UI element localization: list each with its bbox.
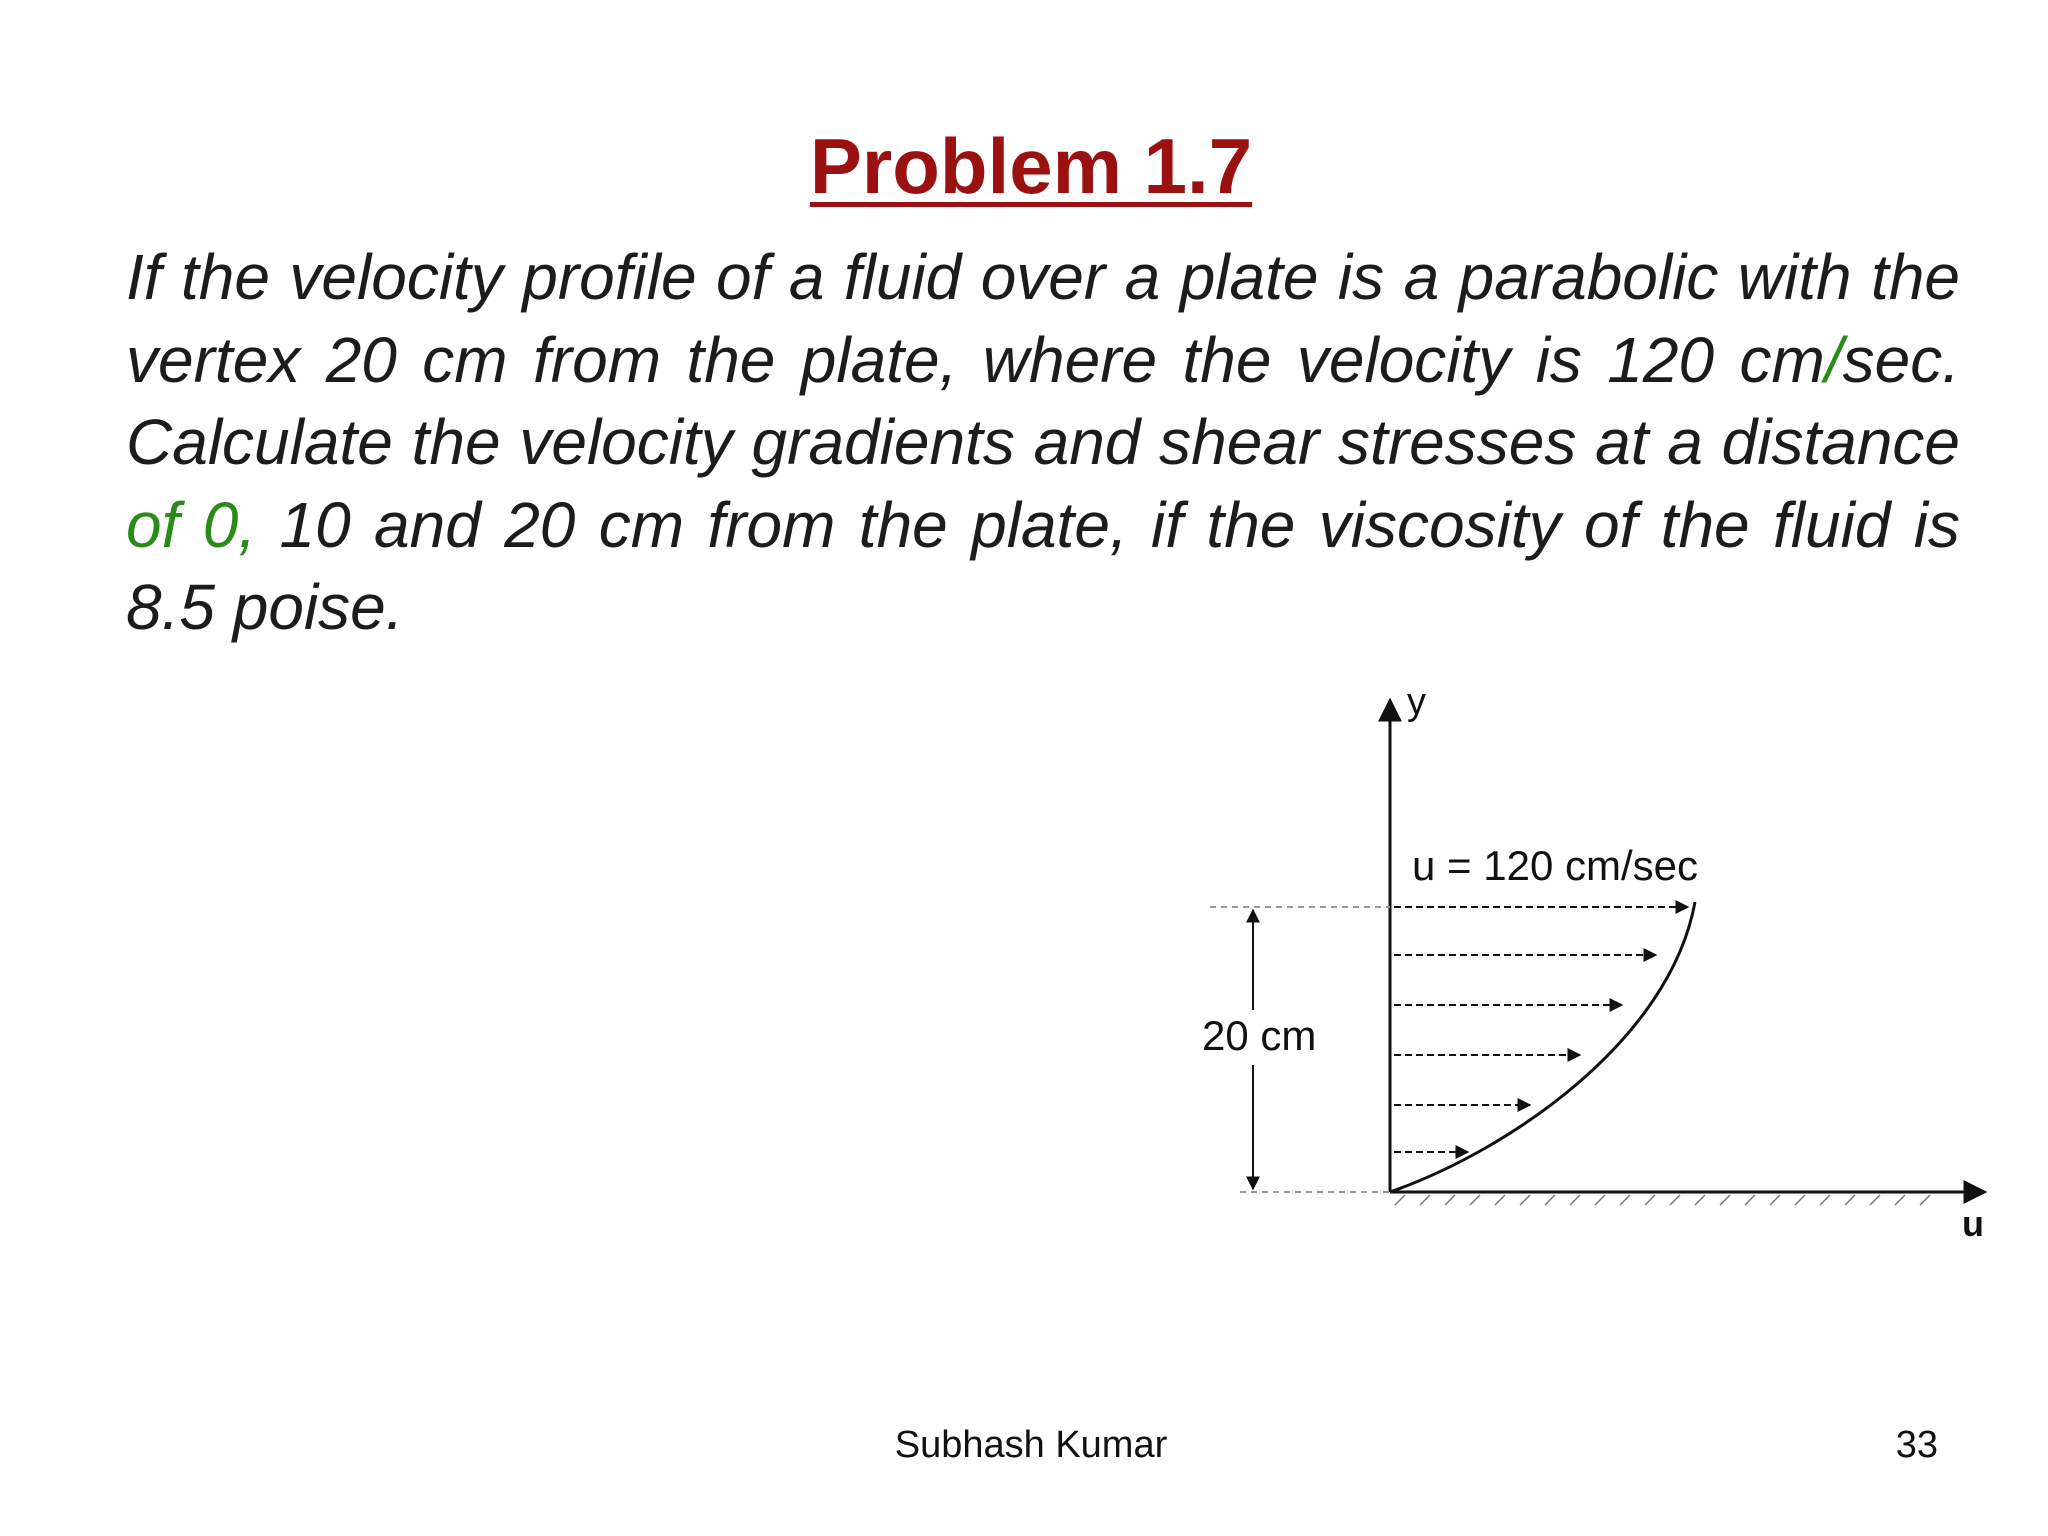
problem-text-slash: / <box>1824 323 1843 396</box>
problem-statement <box>126 236 1960 649</box>
parabolic-profile-curve <box>1390 902 1695 1192</box>
problem-text-highlight: of 0, <box>126 488 257 561</box>
x-axis-label: u <box>1962 1203 1984 1244</box>
height-label: 20 cm <box>1202 1012 1317 1059</box>
problem-text-part2: sec. Calculate the velocity gradients and shear stresses at a distance <box>126 323 1960 478</box>
y-axis-label: y <box>1407 681 1426 723</box>
slide-title: Problem 1.7 <box>809 122 1253 210</box>
problem-text-part3: 10 and 20 cm from the plate, if the viscosity of the fluid is 8.5 poise. <box>126 488 1961 643</box>
problem-text-part1: If the velocity profile of a fluid over a plate is a parabolic with the vertex 20 cm from the plate, where the velocity is 120 cm <box>126 241 1960 396</box>
plate-hatching <box>1395 1195 1930 1205</box>
velocity-arrows <box>1394 907 1688 1152</box>
velocity-profile-diagram <box>1150 680 2010 1280</box>
footer-author: Subhash Kumar <box>894 1424 1168 1466</box>
velocity-label: u = 120 cm/sec <box>1412 842 1698 889</box>
page-number: 33 <box>1895 1424 1938 1466</box>
